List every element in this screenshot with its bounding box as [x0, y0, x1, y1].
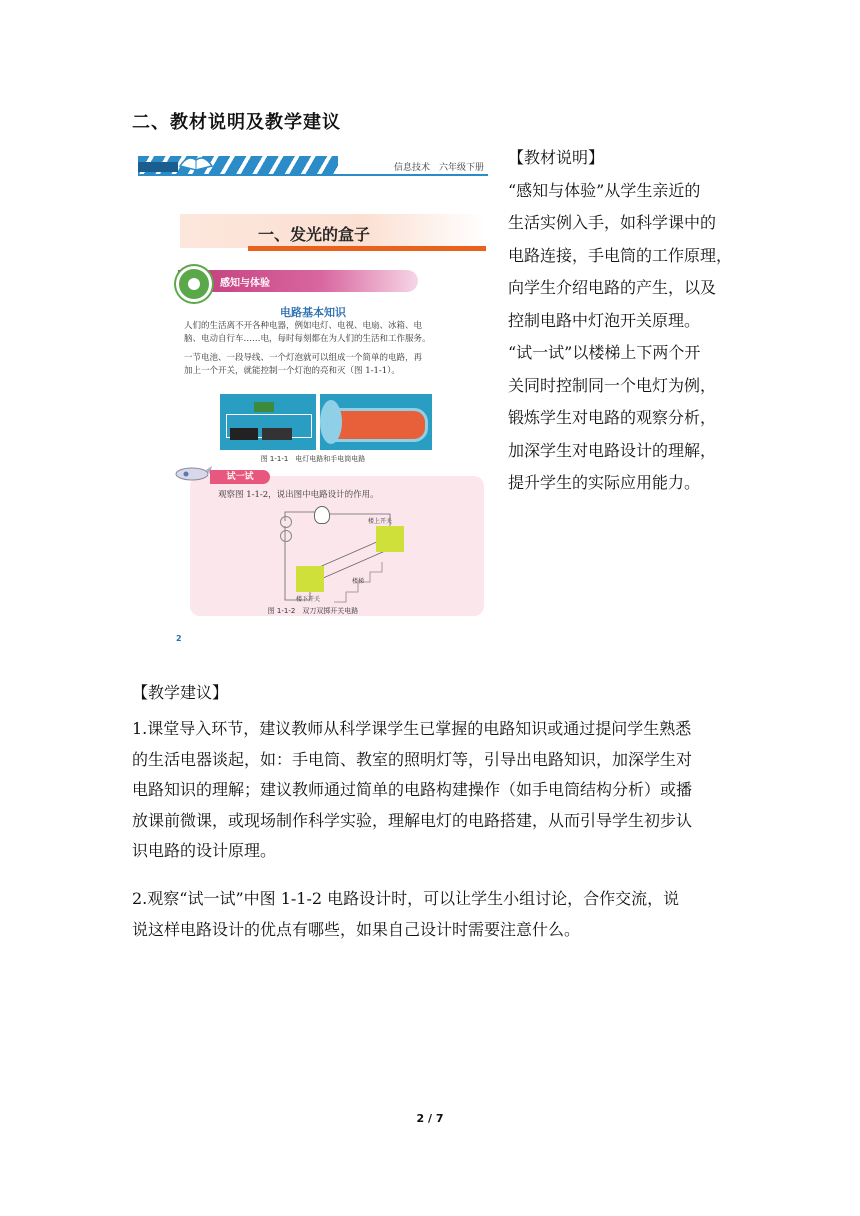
lower-switch — [296, 566, 324, 592]
text-line: 脑、电动自行车……电，每时每刻都在为人们的生活和工作服务。 — [184, 334, 431, 344]
suggestion-line: 2.观察“试一试”中图 1-1-2 电路设计时，可以让学生小组讨论，合作交流，说 — [132, 889, 680, 908]
material-note-line: “试一试”以楼梯上下两个开 — [508, 343, 701, 362]
suggestion-line: 说这样电路设计的优点有哪些，如果自己设计时需要注意什么。 — [132, 919, 581, 939]
teaching-suggestions-heading: 【教学建议】 — [132, 683, 229, 702]
textbook-subtitle: 电路基本知识 — [280, 306, 346, 319]
material-note-line: 关同时控制同一个电灯为例， — [508, 375, 717, 395]
textbook-page-number: 2 — [176, 634, 182, 643]
text-line: 一节电池、一段导线、一个灯泡就可以组成一个简单的电路，再 — [184, 353, 423, 363]
material-note — [508, 142, 748, 500]
text-line: 人们的生活离不开各种电器，例如电灯、电视、电扇、冰箱、电 — [184, 321, 423, 331]
material-note-line: 电路连接，手电筒的工作原理， — [508, 245, 733, 265]
material-note-line: 控制电路中灯泡开关原理。 — [508, 310, 701, 330]
suggestion-line: 1.课堂导入环节，建议教师从科学课学生已掌握的电路知识或通过提问学生熟悉 — [132, 719, 692, 738]
lower-switch-label: 楼下开关 — [296, 596, 321, 603]
lightbulb-icon — [314, 506, 330, 524]
material-note-line: “感知与体验”从学生亲近的 — [508, 180, 701, 200]
try-it-text: 观察图 1-1-2，说出图中电路设计的作用。 — [218, 490, 379, 500]
upper-switch-label: 楼上开关 — [368, 518, 393, 525]
suggestion-line: 电路知识的理解；建议教师通过简单的电路构建操作（如手电筒结构分析）或播 — [132, 780, 693, 799]
suggestion-item-2 — [132, 884, 732, 945]
section-heading: 二、教材说明及教学建议 — [132, 112, 341, 133]
textbook-page-image — [138, 146, 488, 644]
material-note-line: 加深学生对电路设计的理解， — [508, 440, 717, 460]
stairs-label: 楼梯 — [352, 578, 365, 585]
material-note-line: 向学生介绍电路的产生，以及 — [508, 278, 717, 297]
material-note-line: 锻炼学生对电路的观察分析， — [508, 408, 717, 427]
figure-2-caption: 图 1-1-2 双刀双掷开关电路 — [267, 607, 359, 615]
material-note-line: 生活实例入手，如科学课中的 — [508, 213, 717, 232]
section-label: 感知与体验 — [220, 278, 270, 289]
suggestion-item-1 — [132, 714, 732, 867]
suggestion-line: 的生活电器谈起，如：手电筒、教室的照明灯等，引导出电路知识，加深学生对 — [132, 749, 693, 769]
suggestion-line: 放课前微课，或现场制作科学实验，理解电灯的电路搭建，从而引导学生初步认 — [132, 810, 693, 830]
figure-1-caption: 图 1-1-1 电灯电路和手电筒电路 — [260, 455, 366, 463]
material-note-heading: 【教材说明】 — [508, 148, 605, 167]
try-it-label: 试一试 — [210, 470, 270, 484]
textbook-header-text: 信息技术 六年级下册 — [393, 163, 484, 173]
upper-switch — [376, 526, 404, 552]
power-source-icon — [280, 516, 292, 528]
text-line: 加上一个开关，就能控制一个灯泡的亮和灭（图 1-1-1）。 — [184, 366, 400, 376]
power-source-icon — [280, 530, 292, 542]
lesson-title: 一、发光的盒子 — [258, 225, 371, 244]
suggestion-line: 识电路的设计原理。 — [132, 841, 277, 860]
page-footer-number: 2 / 7 — [416, 1112, 444, 1125]
material-note-line: 提升学生的实际应用能力。 — [508, 473, 701, 492]
